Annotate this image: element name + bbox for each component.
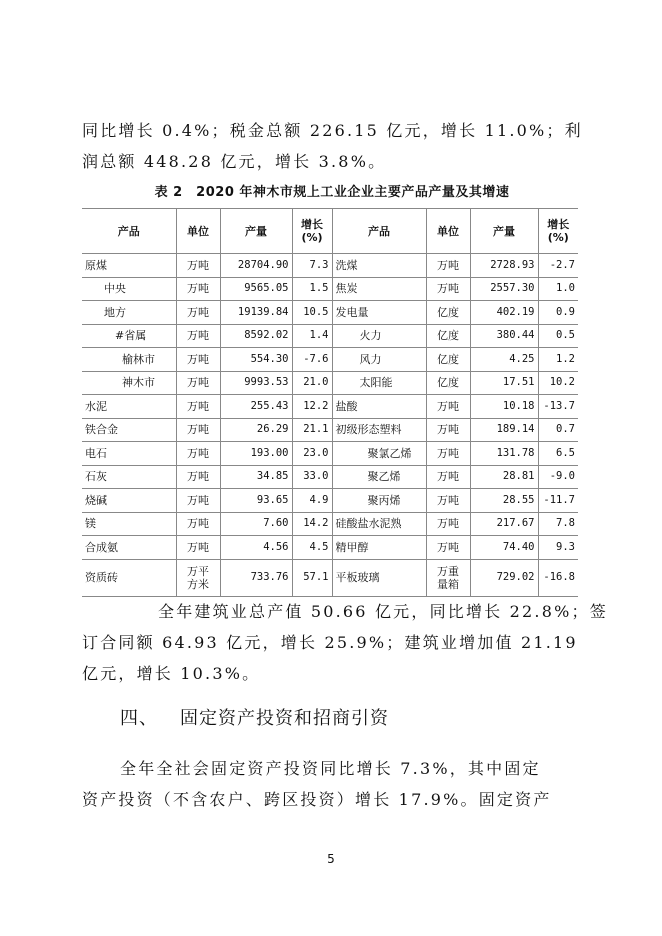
- output-cell: 380.44: [470, 324, 538, 348]
- table-row: [82, 395, 578, 419]
- growth-cell: 57.1: [292, 559, 332, 596]
- table-row: [82, 254, 578, 278]
- text-line: 全年全社会固定资产投资同比增长 7.3%，其中固定: [120, 759, 541, 778]
- unit-cell: 万吨: [176, 536, 220, 560]
- table-title: 表 2 2020 年神木市规上工业企业主要产品产量及其增速: [154, 185, 510, 200]
- unit-cell: 万吨: [426, 442, 470, 466]
- output-cell: 7.60: [220, 512, 292, 536]
- section-number: 四、: [120, 708, 158, 729]
- growth-cell: 0.5: [538, 324, 578, 348]
- investment-paragraph: [82, 753, 582, 815]
- unit-cell: 亿度: [426, 301, 470, 325]
- unit-cell: 万吨: [426, 536, 470, 560]
- product-cell: 盐酸: [332, 395, 426, 419]
- product-cell: 地方: [82, 301, 176, 325]
- growth-cell: -16.8: [538, 559, 578, 596]
- output-cell: 189.14: [470, 418, 538, 442]
- text-line: 润总额 448.28 亿元，增长 3.8%。: [82, 152, 387, 171]
- product-cell: 火力: [332, 324, 426, 348]
- product-cell: 聚氯乙烯: [332, 442, 426, 466]
- growth-cell: 33.0: [292, 465, 332, 489]
- product-cell: 初级形态塑料: [332, 418, 426, 442]
- growth-cell: 0.9: [538, 301, 578, 325]
- unit-cell: 万吨: [176, 465, 220, 489]
- table-row: [82, 371, 578, 395]
- unit-cell: 万吨: [426, 512, 470, 536]
- header-output: 产量: [470, 209, 538, 254]
- unit-cell: 万吨: [426, 254, 470, 278]
- growth-cell: 1.0: [538, 277, 578, 301]
- product-cell: 镁: [82, 512, 176, 536]
- text-line: 全年建筑业总产值 50.66 亿元，同比增长 22.8%；签: [158, 602, 608, 621]
- output-cell: 4.56: [220, 536, 292, 560]
- growth-cell: -13.7: [538, 395, 578, 419]
- table-row: [82, 277, 578, 301]
- growth-cell: 4.9: [292, 489, 332, 513]
- output-cell: 255.43: [220, 395, 292, 419]
- growth-cell: 21.1: [292, 418, 332, 442]
- section-title: 固定资产投资和招商引资: [180, 708, 389, 729]
- product-cell: 焦炭: [332, 277, 426, 301]
- unit-cell: 亿度: [426, 348, 470, 372]
- growth-cell: 10.5: [292, 301, 332, 325]
- product-cell: 电石: [82, 442, 176, 466]
- growth-cell: 23.0: [292, 442, 332, 466]
- product-cell: 聚乙烯: [332, 465, 426, 489]
- product-output-table: [82, 208, 578, 597]
- product-cell: 合成氨: [82, 536, 176, 560]
- unit-cell: 万吨: [176, 395, 220, 419]
- product-cell: 神木市: [82, 371, 176, 395]
- unit-cell: 亿度: [426, 324, 470, 348]
- product-cell: 洗煤: [332, 254, 426, 278]
- text-line: 资产投资（不含农户、跨区投资）增长 17.9%。固定资产: [82, 790, 552, 809]
- product-cell: 原煤: [82, 254, 176, 278]
- header-unit: 单位: [426, 209, 470, 254]
- output-cell: 8592.02: [220, 324, 292, 348]
- table-header-row: [82, 209, 578, 254]
- unit-cell: 万吨: [176, 489, 220, 513]
- output-cell: 74.40: [470, 536, 538, 560]
- unit-cell: 万吨: [426, 418, 470, 442]
- unit-cell: 亿度: [426, 371, 470, 395]
- section-heading: [120, 704, 389, 730]
- construction-paragraph: [82, 596, 608, 689]
- growth-cell: 4.5: [292, 536, 332, 560]
- growth-cell: 7.3: [292, 254, 332, 278]
- growth-cell: 1.4: [292, 324, 332, 348]
- output-cell: 93.65: [220, 489, 292, 513]
- product-cell: 石灰: [82, 465, 176, 489]
- output-cell: 17.51: [470, 371, 538, 395]
- output-cell: 10.18: [470, 395, 538, 419]
- unit-cell: 万吨: [176, 254, 220, 278]
- growth-cell: 21.0: [292, 371, 332, 395]
- table-row: [82, 559, 578, 596]
- output-cell: 28.55: [470, 489, 538, 513]
- unit-cell: 万吨: [176, 512, 220, 536]
- growth-cell: 12.2: [292, 395, 332, 419]
- output-cell: 26.29: [220, 418, 292, 442]
- table-row: [82, 512, 578, 536]
- table-row: [82, 348, 578, 372]
- output-cell: 131.78: [470, 442, 538, 466]
- output-cell: 34.85: [220, 465, 292, 489]
- unit-cell: 万吨: [176, 418, 220, 442]
- product-cell: #省属: [82, 324, 176, 348]
- output-cell: 9565.05: [220, 277, 292, 301]
- growth-cell: 7.8: [538, 512, 578, 536]
- table-row: [82, 324, 578, 348]
- unit-cell: 万吨: [176, 371, 220, 395]
- header-growth: 增长 (%): [538, 209, 578, 254]
- output-cell: 28704.90: [220, 254, 292, 278]
- product-cell: 平板玻璃: [332, 559, 426, 596]
- table-row: [82, 442, 578, 466]
- growth-cell: 1.5: [292, 277, 332, 301]
- header-product: 产品: [332, 209, 426, 254]
- intro-paragraph: [82, 115, 582, 177]
- header-unit: 单位: [176, 209, 220, 254]
- unit-cell: 万吨: [176, 348, 220, 372]
- table-row: [82, 418, 578, 442]
- unit-cell: 万吨: [176, 277, 220, 301]
- table-row: [82, 489, 578, 513]
- text-line: 订合同额 64.93 亿元，增长 25.9%；建筑业增加值 21.19: [82, 633, 578, 652]
- product-cell: 铁合金: [82, 418, 176, 442]
- output-cell: 19139.84: [220, 301, 292, 325]
- growth-cell: -9.0: [538, 465, 578, 489]
- output-cell: 2728.93: [470, 254, 538, 278]
- header-output: 产量: [220, 209, 292, 254]
- output-cell: 2557.30: [470, 277, 538, 301]
- text-line: 亿元，增长 10.3%。: [82, 664, 261, 683]
- growth-cell: 10.2: [538, 371, 578, 395]
- unit-cell: 万吨: [426, 277, 470, 301]
- unit-cell: 万平 方米: [176, 559, 220, 596]
- unit-cell: 万吨: [426, 465, 470, 489]
- output-cell: 193.00: [220, 442, 292, 466]
- table-row: [82, 301, 578, 325]
- product-cell: 榆林市: [82, 348, 176, 372]
- output-cell: 402.19: [470, 301, 538, 325]
- unit-cell: 万重 量箱: [426, 559, 470, 596]
- growth-cell: -7.6: [292, 348, 332, 372]
- page-number: 5: [327, 852, 335, 866]
- unit-cell: 万吨: [426, 489, 470, 513]
- output-cell: 4.25: [470, 348, 538, 372]
- growth-cell: 14.2: [292, 512, 332, 536]
- product-cell: 风力: [332, 348, 426, 372]
- unit-cell: 万吨: [176, 301, 220, 325]
- output-cell: 729.02: [470, 559, 538, 596]
- growth-cell: 9.3: [538, 536, 578, 560]
- product-cell: 聚丙烯: [332, 489, 426, 513]
- growth-cell: -11.7: [538, 489, 578, 513]
- growth-cell: 6.5: [538, 442, 578, 466]
- product-cell: 精甲醇: [332, 536, 426, 560]
- output-cell: 28.81: [470, 465, 538, 489]
- unit-cell: 万吨: [176, 324, 220, 348]
- header-product: 产品: [82, 209, 176, 254]
- growth-cell: 0.7: [538, 418, 578, 442]
- text-line: 同比增长 0.4%；税金总额 226.15 亿元，增长 11.0%；利: [82, 121, 583, 140]
- product-cell: 烧碱: [82, 489, 176, 513]
- product-cell: 中央: [82, 277, 176, 301]
- product-cell: 资质砖: [82, 559, 176, 596]
- output-cell: 217.67: [470, 512, 538, 536]
- product-cell: 硅酸盐水泥熟: [332, 512, 426, 536]
- table-row: [82, 465, 578, 489]
- product-cell: 水泥: [82, 395, 176, 419]
- table-row: [82, 536, 578, 560]
- product-cell: 太阳能: [332, 371, 426, 395]
- growth-cell: 1.2: [538, 348, 578, 372]
- header-growth: 增长 (%): [292, 209, 332, 254]
- product-cell: 发电量: [332, 301, 426, 325]
- output-cell: 554.30: [220, 348, 292, 372]
- growth-cell: -2.7: [538, 254, 578, 278]
- output-cell: 9993.53: [220, 371, 292, 395]
- output-cell: 733.76: [220, 559, 292, 596]
- unit-cell: 万吨: [176, 442, 220, 466]
- unit-cell: 万吨: [426, 395, 470, 419]
